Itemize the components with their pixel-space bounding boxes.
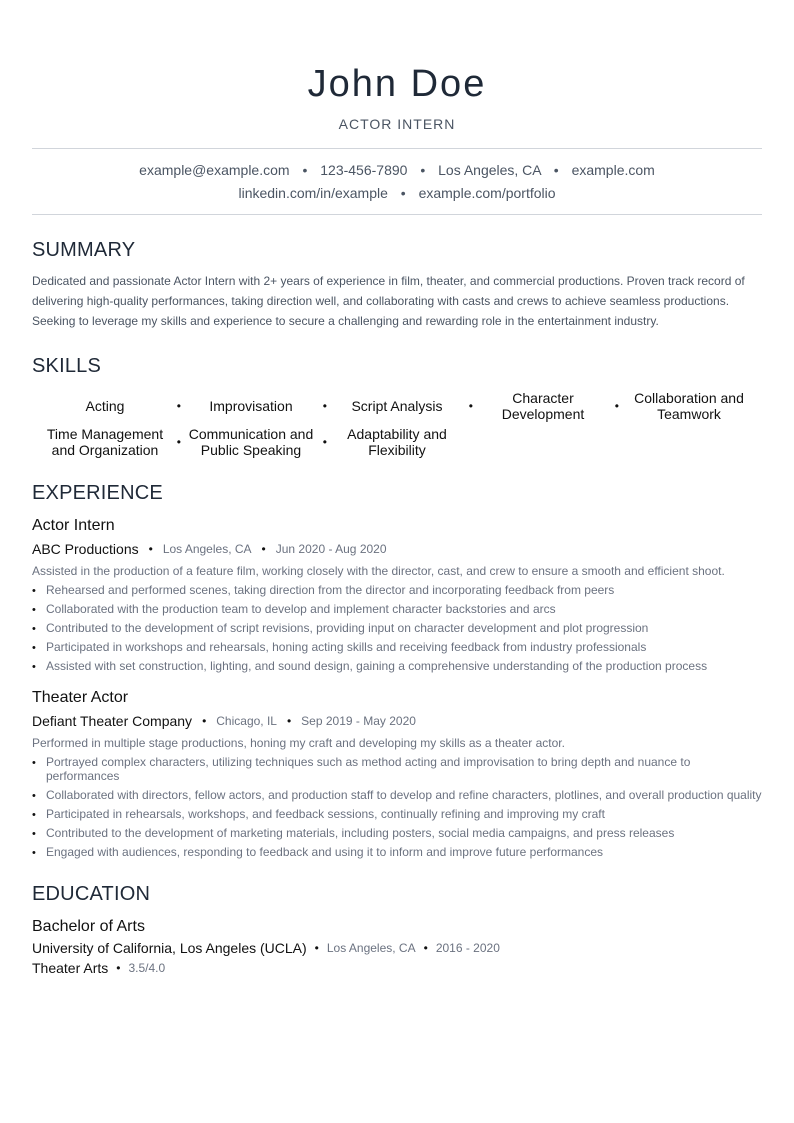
skill-item (32, 426, 181, 458)
school-location: Los Angeles, CA (326, 941, 416, 955)
meta-separator: • (314, 941, 319, 955)
skill-separator: • (322, 399, 327, 413)
skills-list (32, 390, 762, 458)
skill-label: Time Management and Organization (46, 426, 164, 458)
job-meta (32, 713, 762, 729)
contact-separator: • (400, 185, 406, 201)
experience-heading: EXPERIENCE (32, 482, 163, 504)
job-bullet: • Participated in workshops and rehearsals, honing acting skills and receiving feedback from industry professionals (32, 640, 762, 654)
skill-label: Improvisation (209, 398, 293, 414)
portfolio-link[interactable]: example.com/portfolio (418, 185, 556, 201)
job-dates: Sep 2019 - May 2020 (301, 714, 416, 728)
meta-separator: • (116, 961, 121, 975)
contact-separator: • (302, 162, 308, 178)
job-description: Performed in multiple stage productions, honing my craft and developing my skills as a theater actor. (32, 736, 565, 750)
website-link[interactable]: example.com (571, 162, 655, 178)
skill-item (178, 390, 327, 422)
job-bullet: • Contributed to the development of marketing materials, including posters, social media campaigns, and press releases (32, 826, 762, 840)
skill-item (324, 426, 470, 458)
summary-text: Dedicated and passionate Actor Intern with 2+ years of experience in film, theater, and commercial productions. Proven track record of delivering high-quality performances, taking direction well, and collaborating with casts and crews to achieve seamless productions. Seeking to leverage my skills and experience to secure a challenging and rewarding role in the entertainment industry. (32, 274, 745, 328)
skill-label: Communication and Public Speaking (188, 426, 314, 458)
major-name: Theater Arts (32, 960, 109, 976)
job-location: Los Angeles, CA (162, 542, 252, 556)
skill-label: Collaboration and Teamwork (634, 390, 744, 422)
candidate-role: ACTOR INTERN (338, 116, 456, 132)
job-title: Actor Intern (32, 517, 115, 534)
contact-separator: • (553, 162, 559, 178)
meta-separator: • (202, 714, 207, 728)
email-link[interactable]: example@example.com (139, 162, 290, 178)
contact-info (32, 148, 762, 215)
skill-separator: • (322, 435, 327, 449)
experience-item (32, 689, 762, 859)
company-name: Defiant Theater Company (32, 713, 193, 729)
candidate-name: John Doe (307, 63, 487, 105)
skills-heading: SKILLS (32, 355, 102, 377)
job-bullet: • Rehearsed and performed scenes, taking direction from the director and incorporating feedback from peers (32, 583, 762, 597)
job-dates: Jun 2020 - Aug 2020 (275, 542, 387, 556)
gpa-value: 3.5/4.0 (128, 961, 166, 975)
skill-separator: • (614, 399, 619, 413)
meta-separator: • (148, 542, 153, 556)
skill-separator: • (468, 399, 473, 413)
skill-separator: • (176, 399, 181, 413)
job-meta (32, 541, 762, 557)
degree-title: Bachelor of Arts (32, 918, 145, 935)
job-bullet: • Collaborated with the production team to develop and implement character backstories and arcs (32, 602, 762, 616)
summary-heading: SUMMARY (32, 239, 136, 261)
major-meta (32, 960, 762, 976)
job-bullet: • Contributed to the development of script revisions, providing input on character development and plot progression (32, 621, 762, 635)
skill-separator: • (176, 435, 181, 449)
resume-header (32, 0, 762, 132)
skill-label: Character Development (501, 390, 585, 422)
job-bullets (32, 755, 762, 859)
skill-label: Script Analysis (351, 398, 443, 414)
meta-separator: • (261, 542, 266, 556)
job-description: Assisted in the production of a feature film, working closely with the director, cast, and crew to ensure a smooth and efficient shoot. (32, 564, 725, 578)
education-heading: EDUCATION (32, 883, 151, 905)
meta-separator: • (423, 941, 428, 955)
job-title: Theater Actor (32, 689, 129, 706)
job-bullet: • Participated in rehearsals, workshops, and feedback sessions, continually refining and improving my craft (32, 807, 762, 821)
education-meta (32, 940, 762, 956)
job-bullet: • Assisted with set construction, lighting, and sound design, gaining a comprehensive understanding of the production process (32, 659, 762, 673)
skill-item (324, 390, 473, 422)
skill-label: Adaptability and Flexibility (347, 426, 447, 458)
skill-item (616, 390, 762, 422)
job-location: Chicago, IL (216, 714, 277, 728)
experience-item (32, 517, 762, 673)
job-bullet: • Portrayed complex characters, utilizing techniques such as method acting and improvisation to bring depth and nuance to performances (32, 755, 762, 783)
skill-label: Acting (85, 398, 125, 414)
skill-item (470, 390, 619, 422)
contact-line-2 (32, 182, 762, 205)
linkedin-link[interactable]: linkedin.com/in/example (238, 185, 388, 201)
school-name: University of California, Los Angeles (UCLA) (32, 940, 307, 956)
location-text: Los Angeles, CA (438, 162, 541, 178)
contact-separator: • (420, 162, 426, 178)
education-dates: 2016 - 2020 (435, 941, 500, 955)
job-bullets (32, 583, 762, 673)
company-name: ABC Productions (32, 541, 139, 557)
job-bullet: • Engaged with audiences, responding to feedback and using it to inform and improve future performances (32, 845, 762, 859)
meta-separator: • (286, 714, 292, 728)
phone-text: 123-456-7890 (320, 162, 408, 178)
skill-item (32, 390, 181, 422)
skill-item (178, 426, 327, 458)
contact-line-1 (32, 159, 762, 182)
job-bullet: • Collaborated with directors, fellow actors, and production staff to develop and refine characters, plotlines, and overall production quality (32, 788, 762, 802)
